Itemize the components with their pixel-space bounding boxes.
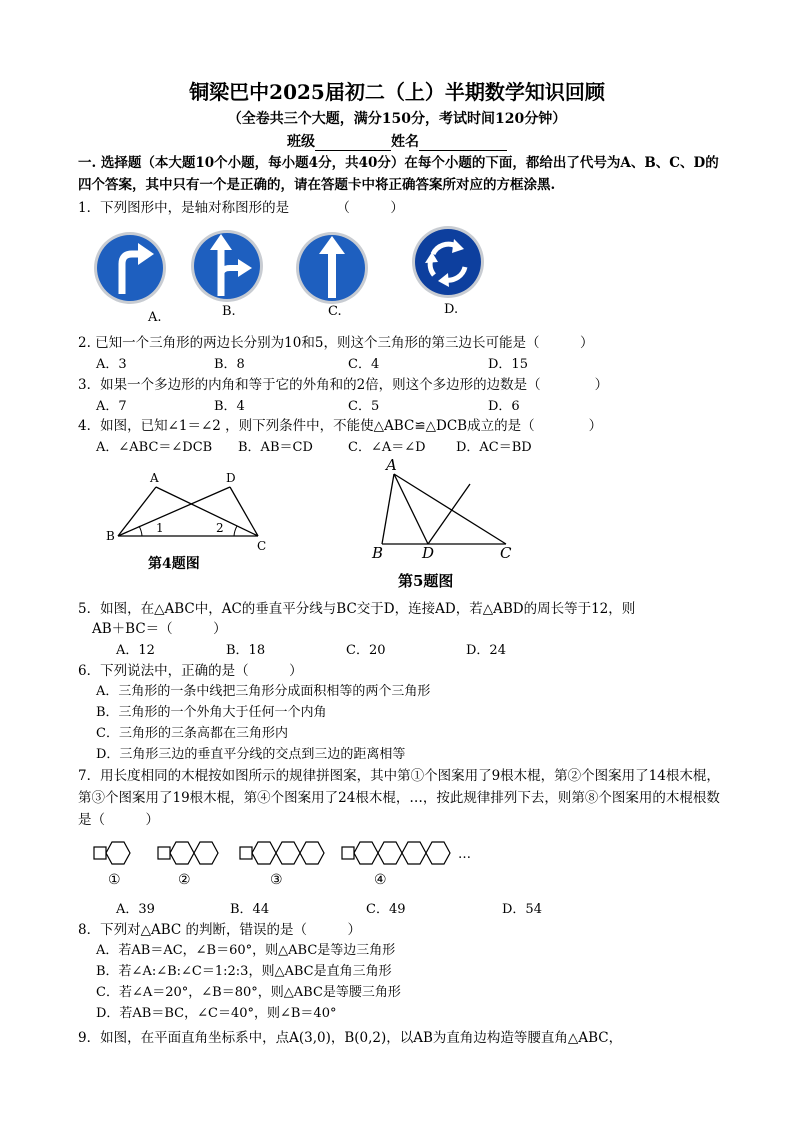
q8-option-b[interactable]: B．若∠A:∠B:∠C＝1:2:3，则△ABC是直角三角形 (96, 964, 392, 979)
q7-pattern-label-1: ① (108, 872, 121, 888)
question-3-stem: 3．如果一个多边形的内角和等于它的外角和的2倍，则这个多边形的边数是（ ） (78, 377, 609, 393)
name-field[interactable] (419, 135, 507, 151)
section-1-instructions: 一. 选择题（本大题10个小题，每小题4分，共40分）在每个小题的下面，都给出了代号为A、B、C、D的四个答案，其中只有一个是正确的，请在答题卡中将正确答案所对应的方框涂黑. (78, 155, 719, 193)
q7-pattern-label-4: ④ (374, 872, 387, 888)
q7-option-b[interactable]: B．44 (230, 902, 270, 917)
question-6-stem: 6．下列说法中，正确的是（ ） (78, 663, 303, 679)
q4-figure (100, 468, 280, 578)
q4-vertex-d: D (226, 471, 236, 485)
q3-option-a[interactable]: A．7 (96, 399, 127, 414)
q5-option-c[interactable]: C．20 (346, 643, 386, 658)
q2-option-d[interactable]: D．15 (488, 357, 528, 372)
q1-label-d: D. (444, 302, 459, 317)
question-2-stem: 2. 已知一个三角形的两边长分别为10和5，则这个三角形的第三边长可能是（ ） (78, 335, 594, 351)
q3-option-c[interactable]: C．5 (348, 399, 380, 414)
q8-option-c[interactable]: C．若∠A＝20°，∠B＝80°，则△ABC是等腰三角形 (96, 985, 401, 1000)
class-name-line (0, 131, 794, 151)
q7-option-c[interactable]: C．49 (366, 902, 406, 917)
q2-option-c[interactable]: C．4 (348, 357, 380, 372)
q7-option-a[interactable]: A．39 (116, 902, 155, 917)
question-4-stem: 4．如图，已知∠1＝∠2 ，则下列条件中，不能使△ABC≌△DCB成立的是（ ） (78, 418, 603, 434)
q4-angle-1: 1 (156, 521, 164, 535)
q5-option-b[interactable]: B．18 (226, 643, 266, 658)
straight-ahead-sign-icon (296, 232, 368, 304)
q5-vertex-b: B (372, 544, 384, 562)
q7-option-d[interactable]: D．54 (502, 902, 542, 917)
q1-label-a: A. (148, 310, 162, 325)
q6-option-c[interactable]: C．三角形的三条高都在三角形内 (96, 726, 288, 741)
q4-vertex-b: B (106, 529, 115, 543)
q4-figure-caption: 第4题图 (148, 556, 200, 572)
turn-right-sign-icon (94, 232, 166, 304)
question-1-stem: 1．下列图形中，是轴对称图形的是 （ ） (78, 200, 404, 216)
q5-option-d[interactable]: D．24 (466, 643, 506, 658)
q5-vertex-c: C (500, 544, 512, 562)
class-label: 班级 (287, 134, 315, 150)
class-field[interactable] (315, 135, 391, 151)
question-9-stem: 9．如图，在平面直角坐标系中，点A(3,0)，B(0,2)，以AB为直角边构造等腰直角△ABC， (78, 1030, 623, 1046)
q5-vertex-a: A (386, 456, 397, 474)
q2-option-a[interactable]: A．3 (96, 357, 127, 372)
roundabout-sign-icon (412, 226, 484, 298)
q7-pattern-ellipsis: … (458, 847, 471, 862)
question-7-stem: 7．用长度相同的木棍按如图所示的规律拼图案，其中第①个图案用了9根木棍，第②个图案用了14根木棍，第③个图案用了19根木棍，第④个图案用了24根木棍，…，按此规律排列下去，则第⑧个图案用的木棍根数是（ ） (78, 768, 720, 828)
q7-pattern-label-2: ② (178, 872, 191, 888)
q7-pattern-label-3: ③ (270, 872, 283, 888)
q1-label-c: C. (328, 304, 342, 319)
straight-or-right-sign-icon (191, 230, 263, 302)
q4-option-a[interactable]: A．∠ABC＝∠DCB (96, 440, 213, 455)
q4-vertex-c: C (257, 539, 267, 553)
q6-option-d[interactable]: D．三角形三边的垂直平分线的交点到三边的距离相等 (96, 747, 406, 762)
question-8-stem: 8．下列对△ABC 的判断，错误的是（ ） (78, 922, 362, 938)
q6-option-a[interactable]: A．三角形的一条中线把三角形分成面积相等的两个三角形 (96, 684, 431, 699)
q5-vertex-d: D (422, 544, 435, 562)
q1-label-b: B. (222, 304, 236, 319)
q8-option-d[interactable]: D．若AB＝BC，∠C＝40°，则∠B＝40° (96, 1006, 337, 1021)
page-title: 铜梁巴中2025届初二（上）半期数学知识回顾 (189, 80, 605, 104)
q7-stick-patterns (90, 838, 490, 892)
q5-option-a[interactable]: A．12 (116, 643, 155, 658)
q4-option-c[interactable]: C．∠A＝∠D (348, 440, 426, 455)
name-label: 姓名 (391, 134, 419, 150)
q3-option-d[interactable]: D．6 (488, 399, 520, 414)
q4-vertex-a: A (150, 471, 159, 485)
q5-figure-caption: 第5题图 (398, 572, 454, 590)
q4-option-b[interactable]: B．AB＝CD (238, 440, 313, 455)
q2-option-b[interactable]: B．8 (214, 357, 245, 372)
q4-angle-2: 2 (216, 521, 224, 535)
q5-figure (366, 456, 526, 596)
question-5-stem-line-1: 5．如图，在△ABC中，AC的垂直平分线与BC交于D，连接AD，若△ABD的周长等于12，则 (78, 601, 636, 617)
q4-option-d[interactable]: D．AC＝BD (456, 440, 532, 455)
exam-subtitle: （全卷共三个大题，满分150分，考试时间120分钟） (227, 111, 567, 127)
question-5-stem-line-2: AB＋BC＝（ ） (92, 621, 227, 637)
q8-option-a[interactable]: A．若AB＝AC，∠B＝60°，则△ABC是等边三角形 (96, 943, 396, 958)
q3-option-b[interactable]: B．4 (214, 399, 245, 414)
q6-option-b[interactable]: B．三角形的一个外角大于任何一个内角 (96, 705, 327, 720)
